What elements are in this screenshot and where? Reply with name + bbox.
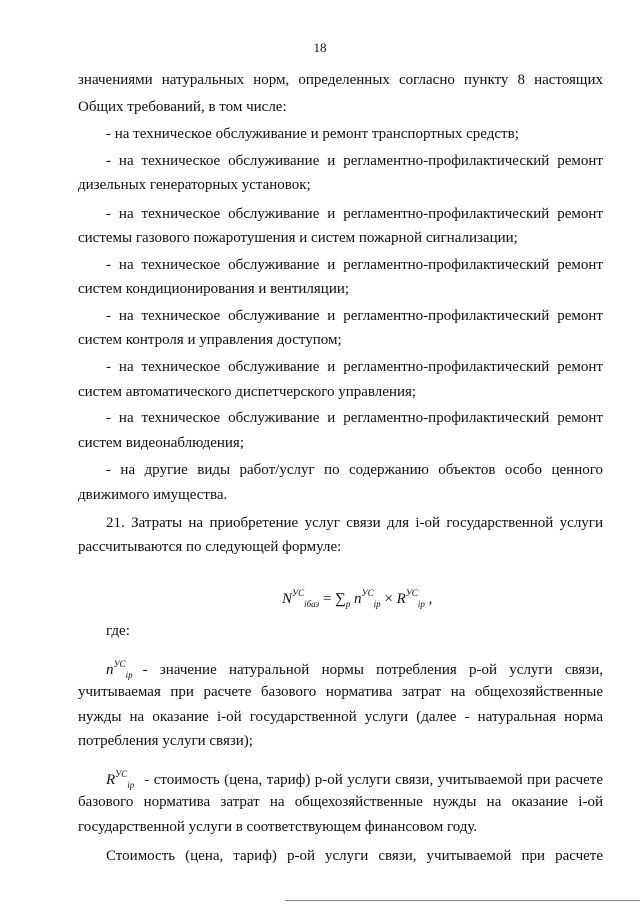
formula-symbol: n — [354, 591, 362, 607]
list-item: - на техническое обслуживание и регламентно-профилактический ремонт — [106, 359, 603, 375]
formula-sub: iбаз — [304, 599, 320, 609]
text-line: Стоимость (цена, тариф) р-ой услуги связи, учитываемой при расчете — [106, 848, 603, 864]
text-line: потребления услуги связи); — [78, 733, 253, 749]
page-number: 18 — [313, 40, 327, 55]
text-line: системы газового пожаротушения и систем пожарной сигнализации; — [78, 230, 518, 246]
text-line: систем видеонаблюдения; — [78, 435, 244, 451]
definition-line — [106, 765, 603, 794]
symbol-sub: ip — [127, 780, 135, 790]
symbol-sub: ip — [125, 670, 133, 680]
formula-sup: УС — [405, 588, 418, 598]
text-line: систем кондиционирования и вентиляции; — [78, 281, 350, 297]
text-line: государственной услуги в соответствующем финансовом году. — [78, 819, 478, 835]
formula — [282, 588, 432, 609]
paragraph-21: 21. Затраты на приобретение услуг связи для i-ой государственной услуги — [106, 515, 603, 531]
list-item: - на техническое обслуживание и регламентно-профилактический ремонт — [106, 410, 603, 426]
symbol-letter: R — [106, 772, 116, 788]
formula-operator: × — [384, 591, 393, 607]
page-edge-line — [285, 900, 640, 901]
text-line: рассчитываются по следующей формуле: — [78, 539, 342, 555]
formula-operator: = ∑ — [322, 591, 346, 607]
definition-line — [106, 655, 603, 684]
text-line: дизельных генераторных установок; — [78, 177, 311, 193]
formula-sub: ip — [417, 599, 425, 609]
formula-sup: УС — [292, 588, 305, 598]
formula-sup: УС — [361, 588, 374, 598]
text-line: нужды на оказание i-ой государственной услуги (далее - натуральная норма — [78, 709, 603, 725]
list-item: - на другие виды работ/услуг по содержанию объектов особо ценного — [106, 462, 603, 478]
formula-symbol: R — [396, 591, 406, 607]
formula-sub: ip — [373, 599, 381, 609]
list-item: - на техническое обслуживание и регламентно-профилактический ремонт — [106, 153, 603, 169]
definition-text: - значение натуральной нормы потребления р-ой услуги связи, — [142, 662, 603, 678]
formula-comma: , — [428, 591, 433, 607]
text-line: значениями натуральных норм, определенных согласно пункту 8 настоящих — [78, 72, 603, 88]
symbol-R — [106, 765, 134, 794]
text-line: Общих требований, в том числе: — [78, 99, 287, 115]
text-line: базового норматива затрат на общехозяйственные нужды на оказание i-ой — [78, 794, 603, 810]
list-item: - на техническое обслуживание и ремонт транспортных средств; — [106, 126, 519, 142]
list-item: - на техническое обслуживание и регламентно-профилактический ремонт — [106, 308, 603, 324]
symbol-letter: n — [106, 662, 114, 678]
list-item: - на техническое обслуживание и регламентно-профилактический ремонт — [106, 257, 603, 273]
symbol-n — [106, 655, 133, 684]
definition-text: - стоимость (цена, тариф) р-ой услуги связи, учитываемой при расчете — [144, 772, 603, 788]
text-line: где: — [106, 623, 130, 639]
symbol-sup: УС — [113, 659, 126, 669]
text-line: систем автоматического диспетчерского управления; — [78, 384, 417, 400]
symbol-sup: УС — [115, 769, 128, 779]
text-line: систем контроля и управления доступом; — [78, 332, 342, 348]
text-line: учитываемая при расчете базового норматива затрат на общехозяйственные — [78, 684, 603, 700]
list-item: - на техническое обслуживание и регламентно-профилактический ремонт — [106, 206, 603, 222]
formula-sub: p — [345, 599, 351, 609]
formula-symbol: N — [282, 591, 293, 607]
text-line: движимого имущества. — [78, 487, 228, 503]
